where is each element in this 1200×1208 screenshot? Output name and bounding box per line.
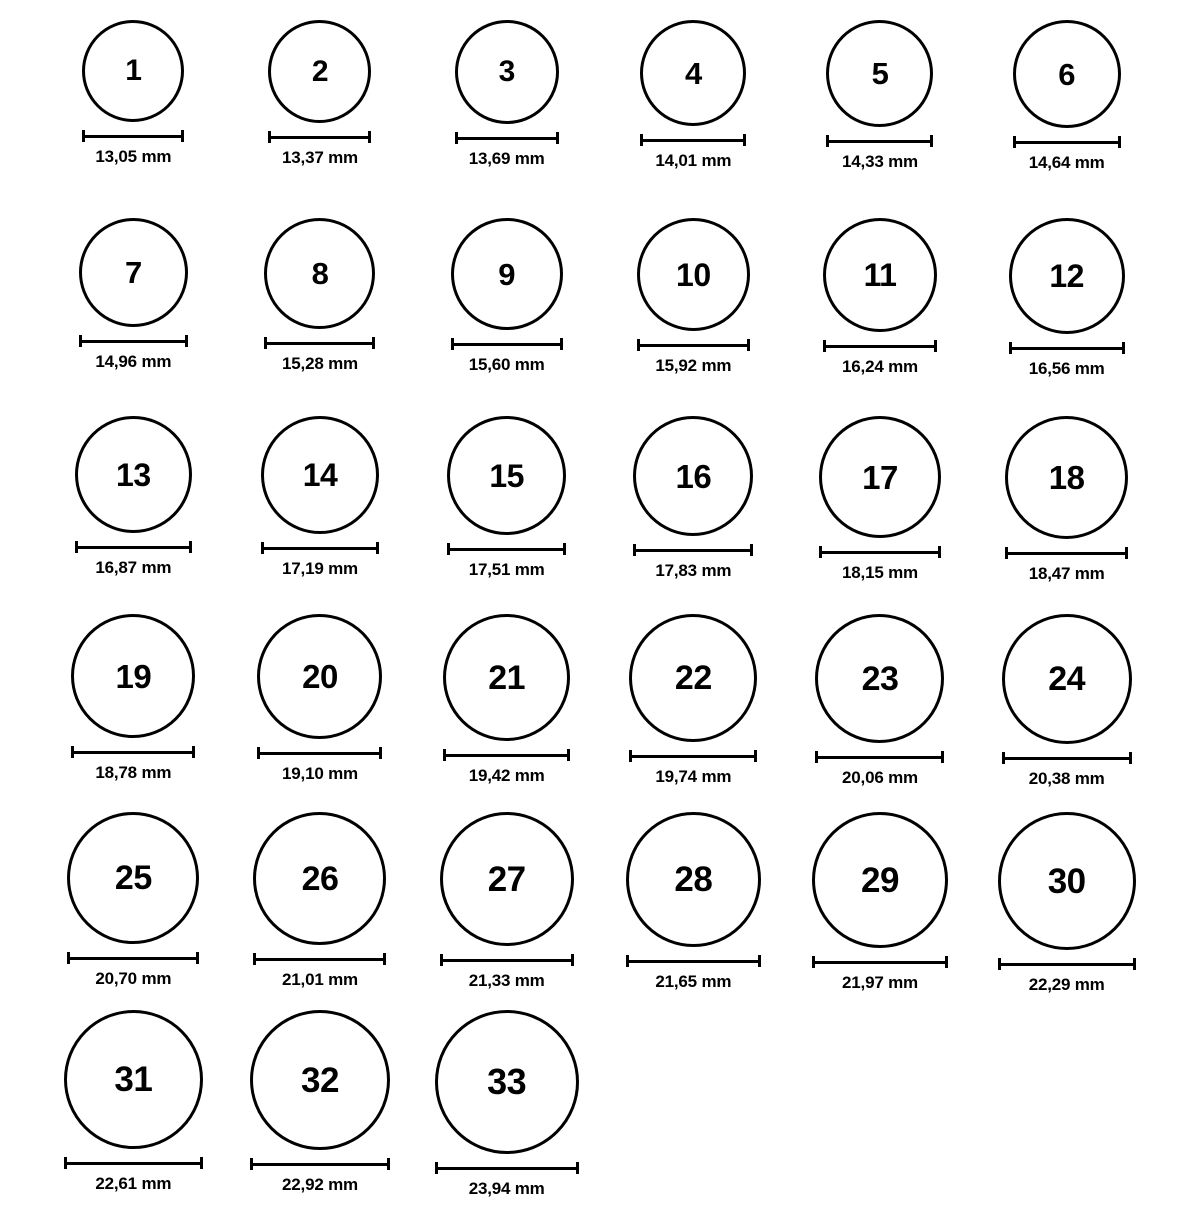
diameter-measure xyxy=(455,132,559,169)
ring-size-number: 13 xyxy=(116,456,151,493)
caliper-icon xyxy=(435,1162,579,1174)
ring-size-cell xyxy=(973,614,1160,812)
diameter-measure xyxy=(440,954,574,991)
ring-size-cell xyxy=(413,812,600,1010)
ring-size-cell xyxy=(227,416,414,614)
ring-circle xyxy=(250,1010,390,1150)
ring-circle xyxy=(64,1010,203,1149)
diameter-measure xyxy=(629,750,757,787)
ring-size-cell xyxy=(413,218,600,416)
caliper-icon xyxy=(264,337,375,349)
ring-size-cell xyxy=(787,20,974,218)
diameter-label: 20,38 mm xyxy=(1028,769,1105,788)
diameter-label: 19,10 mm xyxy=(282,764,358,783)
caliper-icon xyxy=(626,955,761,967)
caliper-icon xyxy=(79,335,188,347)
diameter-measure xyxy=(67,952,199,989)
caliper-icon xyxy=(67,952,199,964)
diameter-label: 20,06 mm xyxy=(842,768,918,787)
diameter-label: 21,97 mm xyxy=(842,973,918,992)
diameter-measure xyxy=(64,1157,203,1194)
caliper-icon xyxy=(826,135,933,147)
ring-size-number: 26 xyxy=(301,859,339,898)
caliper-icon xyxy=(823,340,937,352)
ring-size-number: 19 xyxy=(115,657,152,695)
ring-size-number: 12 xyxy=(1049,258,1084,294)
caliper-icon xyxy=(447,543,566,555)
ring-circle xyxy=(629,614,757,742)
diameter-label: 22,29 mm xyxy=(1028,975,1105,994)
diameter-measure xyxy=(82,130,184,167)
diameter-measure xyxy=(819,546,941,583)
diameter-label: 17,19 mm xyxy=(282,559,358,578)
caliper-icon xyxy=(253,953,386,965)
ring-size-number: 10 xyxy=(676,256,711,293)
diameter-measure xyxy=(633,544,753,581)
diameter-measure xyxy=(1002,752,1132,789)
ring-circle xyxy=(1002,614,1132,744)
caliper-icon xyxy=(1005,547,1128,559)
ring-size-number: 7 xyxy=(124,255,142,290)
diameter-label: 17,83 mm xyxy=(655,561,732,580)
ring-size-cell xyxy=(40,218,227,416)
ring-size-cell xyxy=(413,20,600,218)
ring-size-cell xyxy=(787,218,974,416)
ring-circle xyxy=(451,218,563,330)
ring-size-number: 8 xyxy=(311,256,329,291)
diameter-measure xyxy=(826,135,933,172)
diameter-measure xyxy=(257,747,382,784)
caliper-icon xyxy=(998,958,1136,970)
ring-circle xyxy=(67,812,199,944)
diameter-label: 16,24 mm xyxy=(842,357,918,376)
ring-size-cell xyxy=(787,614,974,812)
diameter-measure xyxy=(998,958,1136,995)
diameter-label: 21,65 mm xyxy=(655,972,732,991)
diameter-measure xyxy=(815,751,944,788)
ring-circle xyxy=(633,416,753,536)
ring-size-cell xyxy=(40,416,227,614)
ring-circle xyxy=(79,218,188,327)
ring-size-number: 6 xyxy=(1058,56,1076,92)
diameter-measure xyxy=(451,338,563,375)
ring-size-cell xyxy=(227,614,414,812)
ring-circle xyxy=(826,20,933,127)
diameter-measure xyxy=(637,339,750,376)
ring-size-cell xyxy=(973,812,1160,1010)
diameter-measure xyxy=(640,134,746,171)
ring-size-number: 11 xyxy=(863,257,897,293)
ring-size-cell xyxy=(973,416,1160,614)
ring-size-cell xyxy=(413,614,600,812)
ring-circle xyxy=(455,20,559,124)
ring-circle xyxy=(1005,416,1128,539)
ring-size-cell xyxy=(40,614,227,812)
ring-size-number: 18 xyxy=(1048,459,1085,496)
ring-circle xyxy=(82,20,184,122)
ring-size-cell xyxy=(227,812,414,1010)
ring-size-number: 23 xyxy=(861,659,899,698)
ring-size-cell xyxy=(227,218,414,416)
ring-size-number: 2 xyxy=(311,54,329,88)
ring-circle xyxy=(815,614,944,743)
caliper-icon xyxy=(250,1158,390,1170)
ring-circle xyxy=(443,614,570,741)
ring-circle xyxy=(823,218,937,332)
caliper-icon xyxy=(451,338,563,350)
ring-size-cell xyxy=(973,218,1160,416)
ring-size-number: 30 xyxy=(1047,861,1086,901)
ring-circle xyxy=(440,812,574,946)
diameter-label: 19,74 mm xyxy=(655,767,732,786)
diameter-label: 23,94 mm xyxy=(468,1179,545,1198)
diameter-measure xyxy=(268,131,371,168)
ring-size-cell xyxy=(413,1010,600,1208)
diameter-label: 14,01 mm xyxy=(655,151,732,170)
ring-size-cell xyxy=(600,812,787,1010)
caliper-icon xyxy=(637,339,750,351)
ring-size-number: 4 xyxy=(684,55,702,91)
diameter-label: 18,78 mm xyxy=(95,763,172,782)
caliper-icon xyxy=(1009,342,1125,354)
ring-circle xyxy=(253,812,386,945)
diameter-label: 17,51 mm xyxy=(468,560,545,579)
caliper-icon xyxy=(440,954,574,966)
ring-circle xyxy=(71,614,195,738)
ring-circle xyxy=(640,20,746,126)
ring-size-number: 3 xyxy=(498,55,515,88)
diameter-label: 22,92 mm xyxy=(282,1175,358,1194)
ring-size-number: 15 xyxy=(489,457,524,494)
caliper-icon xyxy=(443,749,570,761)
ring-size-number: 33 xyxy=(487,1061,527,1102)
ring-circle xyxy=(637,218,750,331)
ring-circle xyxy=(819,416,941,538)
caliper-icon xyxy=(455,132,559,144)
ring-size-number: 25 xyxy=(114,859,152,897)
diameter-measure xyxy=(1005,547,1128,584)
diameter-measure xyxy=(823,340,937,377)
ring-size-cell xyxy=(600,614,787,812)
diameter-label: 16,56 mm xyxy=(1028,359,1105,378)
ring-size-number: 22 xyxy=(674,659,712,697)
ring-size-number: 27 xyxy=(487,859,526,899)
caliper-icon xyxy=(819,546,941,558)
caliper-icon xyxy=(261,542,379,554)
ring-circle xyxy=(1009,218,1125,334)
ring-size-cell xyxy=(227,20,414,218)
ring-size-cell xyxy=(413,416,600,614)
caliper-icon xyxy=(629,750,757,762)
ring-size-number: 32 xyxy=(301,1060,339,1100)
diameter-label: 15,28 mm xyxy=(282,354,358,373)
caliper-icon xyxy=(268,131,371,143)
caliper-icon xyxy=(640,134,746,146)
ring-circle xyxy=(812,812,948,948)
diameter-measure xyxy=(435,1162,579,1199)
ring-size-number: 5 xyxy=(871,56,889,91)
caliper-icon xyxy=(812,956,948,968)
ring-circle xyxy=(268,20,371,123)
ring-size-cell xyxy=(600,416,787,614)
diameter-label: 18,47 mm xyxy=(1028,564,1105,583)
diameter-measure xyxy=(1009,342,1125,379)
caliper-icon xyxy=(1013,136,1121,148)
ring-size-number: 14 xyxy=(302,457,338,493)
caliper-icon xyxy=(633,544,753,556)
ring-circle xyxy=(626,812,761,947)
ring-size-cell xyxy=(600,20,787,218)
ring-size-cell xyxy=(40,812,227,1010)
diameter-measure xyxy=(71,746,195,783)
diameter-label: 21,01 mm xyxy=(282,970,358,989)
ring-size-number: 24 xyxy=(1048,660,1086,698)
diameter-label: 14,64 mm xyxy=(1028,153,1105,172)
diameter-measure xyxy=(250,1158,390,1195)
ring-size-cell xyxy=(40,1010,227,1208)
diameter-measure xyxy=(443,749,570,786)
diameter-label: 18,15 mm xyxy=(842,563,918,582)
diameter-label: 13,37 mm xyxy=(282,148,358,167)
diameter-label: 14,96 mm xyxy=(95,352,172,371)
caliper-icon xyxy=(64,1157,203,1169)
diameter-measure xyxy=(626,955,761,992)
ring-circle xyxy=(435,1010,579,1154)
ring-size-number: 21 xyxy=(488,658,526,697)
diameter-measure xyxy=(261,542,379,579)
diameter-label: 15,60 mm xyxy=(468,355,545,374)
caliper-icon xyxy=(75,541,192,553)
diameter-measure xyxy=(264,337,375,374)
ring-circle xyxy=(998,812,1136,950)
caliper-icon xyxy=(257,747,382,759)
ring-size-cell xyxy=(973,20,1160,218)
ring-size-cell xyxy=(787,416,974,614)
diameter-measure xyxy=(447,543,566,580)
diameter-label: 16,87 mm xyxy=(95,558,172,577)
caliper-icon xyxy=(71,746,195,758)
ring-size-cell xyxy=(600,218,787,416)
ring-circle xyxy=(261,416,379,534)
diameter-label: 19,42 mm xyxy=(468,766,545,785)
ring-size-number: 28 xyxy=(674,860,713,899)
ring-size-cell xyxy=(787,812,974,1010)
diameter-measure xyxy=(1013,136,1121,173)
diameter-measure xyxy=(75,541,192,578)
diameter-measure xyxy=(812,956,948,993)
ring-size-number: 29 xyxy=(861,860,899,900)
ring-circle xyxy=(75,416,192,533)
diameter-label: 13,69 mm xyxy=(468,149,545,168)
ring-size-number: 17 xyxy=(862,458,898,496)
diameter-label: 22,61 mm xyxy=(95,1174,172,1193)
ring-size-number: 16 xyxy=(675,457,712,495)
ring-size-number: 1 xyxy=(125,54,142,87)
diameter-label: 21,33 mm xyxy=(468,971,545,990)
ring-size-number: 31 xyxy=(114,1060,153,1099)
ring-circle xyxy=(257,614,382,739)
ring-size-number: 9 xyxy=(498,256,516,292)
caliper-icon xyxy=(815,751,944,763)
diameter-label: 14,33 mm xyxy=(842,152,918,171)
ring-size-cell xyxy=(227,1010,414,1208)
caliper-icon xyxy=(82,130,184,142)
ring-circle xyxy=(447,416,566,535)
diameter-label: 20,70 mm xyxy=(95,969,172,988)
caliper-icon xyxy=(1002,752,1132,764)
diameter-label: 15,92 mm xyxy=(655,356,732,375)
diameter-measure xyxy=(253,953,386,990)
ring-size-grid xyxy=(40,20,1160,1208)
ring-size-number: 20 xyxy=(302,658,338,695)
ring-circle xyxy=(1013,20,1121,128)
ring-size-cell xyxy=(40,20,227,218)
ring-circle xyxy=(264,218,375,329)
diameter-measure xyxy=(79,335,188,372)
diameter-label: 13,05 mm xyxy=(95,147,172,166)
